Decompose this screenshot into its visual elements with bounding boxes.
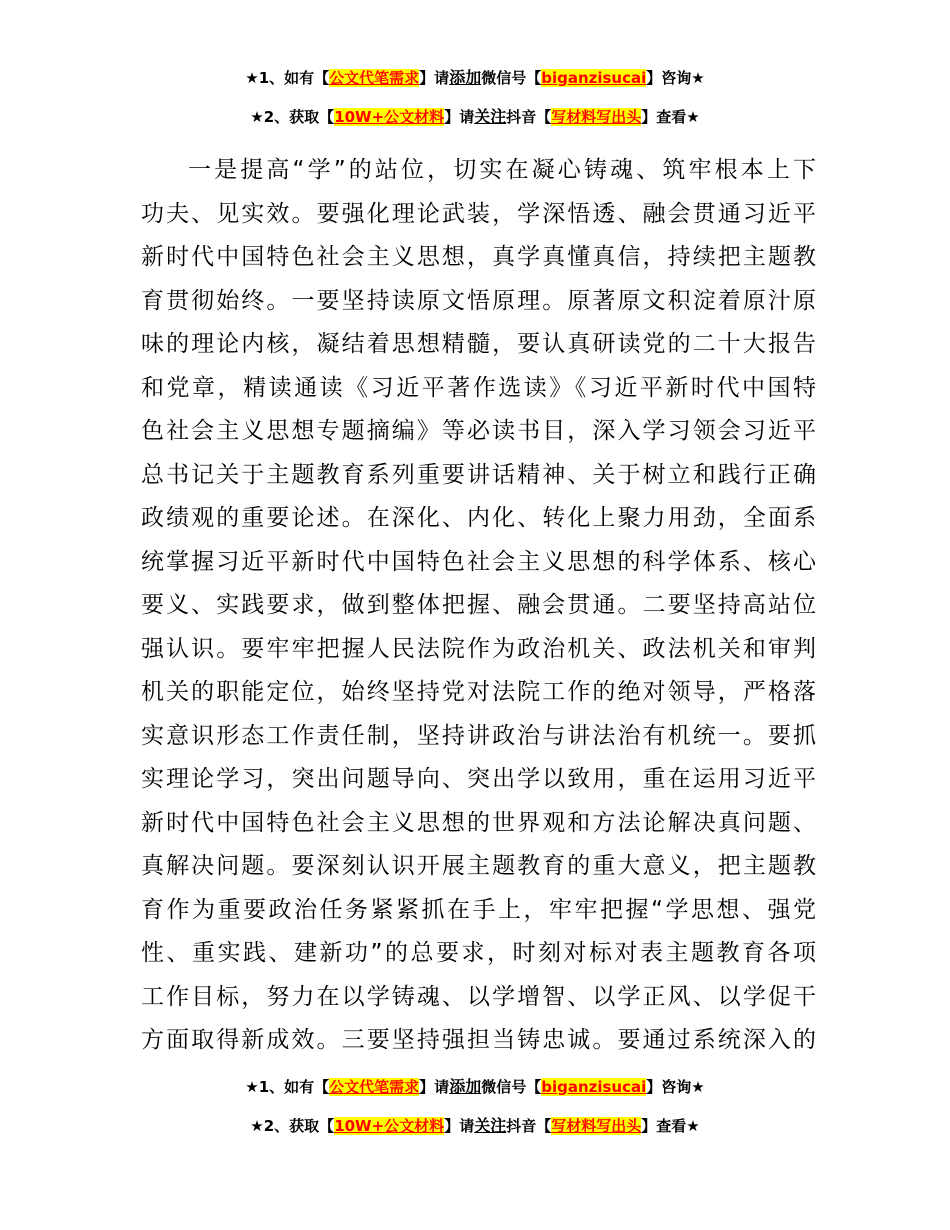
paragraph-line: 味的理论内核，凝结着思想精髓，要认真研读党的二十大报告 — [141, 331, 816, 357]
header-ad-1-suffix: 】咨询★ — [646, 69, 705, 87]
paragraph-line: 方面取得新成效。三要坚持强担当铸忠诚。要通过系统深入的 — [141, 1027, 816, 1053]
paragraph-line: 育作为重要政治任务紧紧抓在手上，牢牢把握“学思想、强党 — [141, 896, 816, 923]
footer-ad-1-highlight-service: 公文代笔需求 — [329, 1078, 420, 1096]
header-ad-1-underlined: 添加 — [449, 68, 482, 87]
paragraph-line: 统掌握习近平新时代中国特色社会主义思想的科学体系、核心 — [141, 548, 816, 575]
document-paragraph — [141, 149, 816, 1063]
footer-ad-1-prefix: ★1、如有【 — [245, 1078, 330, 1096]
paragraph-line: 育贯彻始终。一要坚持读原文悟原理。原著原文积淀着原汁原 — [141, 287, 816, 314]
footer-ad-2-text-2: 抖音【 — [506, 1117, 552, 1135]
header-ad-1-text: 】请 — [419, 69, 450, 87]
header-ad-1-highlight-wechat: biganzisucai — [541, 69, 647, 87]
footer-ad-2-underlined: 关注 — [474, 1116, 507, 1135]
paragraph-line: 强认识。要牢牢把握人民法院作为政治机关、政法机关和审判 — [141, 635, 816, 662]
paragraph-line: 总书记关于主题教育系列重要讲话精神、关于树立和践行正确 — [141, 461, 816, 488]
paragraph-line: 政绩观的重要论述。在深化、内化、转化上聚力用劲，全面系 — [141, 505, 816, 531]
paragraph-line: 真解决问题。要深刻认识开展主题教育的重大意义，把主题教 — [141, 853, 816, 879]
header-ad-2-suffix: 】查看★ — [641, 108, 700, 126]
header-ad-line-2 — [0, 107, 950, 127]
header-ad-line-1 — [0, 68, 950, 88]
header-ad-2-underlined: 关注 — [474, 107, 507, 126]
paragraph-line: 性、重实践、建新功”的总要求，时刻对标对表主题教育各项 — [141, 940, 816, 966]
header-ad-2-text: 】请 — [444, 108, 475, 126]
header-ad-2-text-2: 抖音【 — [506, 108, 552, 126]
paragraph-line: 一是提高“学”的站位，切实在凝心铸魂、筑牢根本上下 — [188, 157, 816, 183]
footer-ad-line-2 — [0, 1116, 950, 1136]
footer-ad-1-text-2: 微信号【 — [481, 1078, 542, 1096]
footer-ad-2-prefix: ★2、获取【 — [250, 1117, 335, 1135]
footer-ad-line-1 — [0, 1077, 950, 1097]
header-ad-1-prefix: ★1、如有【 — [245, 69, 330, 87]
paragraph-line: 和党章，精读通读《习近平著作选读》《习近平新时代中国特 — [141, 374, 816, 401]
paragraph-line: 工作目标，努力在以学铸魂、以学增智、以学正风、以学促干 — [141, 983, 816, 1010]
header-ad-1-highlight-service: 公文代笔需求 — [329, 69, 420, 87]
paragraph-line: 功夫、见实效。要强化理论武装，学深悟透、融会贯通习近平 — [141, 200, 816, 227]
footer-ad-1-suffix: 】咨询★ — [646, 1078, 705, 1096]
paragraph-line: 实意识形态工作责任制，坚持讲政治与讲法治有机统一。要抓 — [141, 722, 816, 749]
header-ad-2-prefix: ★2、获取【 — [250, 108, 335, 126]
footer-ad-2-highlight-materials: 10W+公文材料 — [334, 1117, 445, 1135]
paragraph-line: 要义、实践要求，做到整体把握、融会贯通。二要坚持高站位 — [141, 592, 816, 618]
paragraph-line: 实理论学习，突出问题导向、突出学以致用，重在运用习近平 — [141, 766, 816, 792]
header-ad-2-highlight-douyin: 写材料写出头 — [551, 108, 642, 126]
header-ad-2-highlight-materials: 10W+公文材料 — [334, 108, 445, 126]
footer-ad-1-underlined: 添加 — [449, 1077, 482, 1096]
footer-ad-2-text: 】请 — [444, 1117, 475, 1135]
footer-ad-2-suffix: 】查看★ — [641, 1117, 700, 1135]
paragraph-line: 新时代中国特色社会主义思想的世界观和方法论解决真问题、 — [141, 809, 816, 836]
paragraph-line: 色社会主义思想专题摘编》等必读书目，深入学习领会习近平 — [141, 418, 816, 444]
footer-ad-1-text: 】请 — [419, 1078, 450, 1096]
header-ad-1-text-2: 微信号【 — [481, 69, 542, 87]
paragraph-line: 新时代中国特色社会主义思想，真学真懂真信，持续把主题教 — [141, 244, 816, 270]
footer-ad-1-highlight-wechat: biganzisucai — [541, 1078, 647, 1096]
footer-ad-2-highlight-douyin: 写材料写出头 — [551, 1117, 642, 1135]
paragraph-line: 机关的职能定位，始终坚持党对法院工作的绝对领导，严格落 — [141, 679, 816, 705]
